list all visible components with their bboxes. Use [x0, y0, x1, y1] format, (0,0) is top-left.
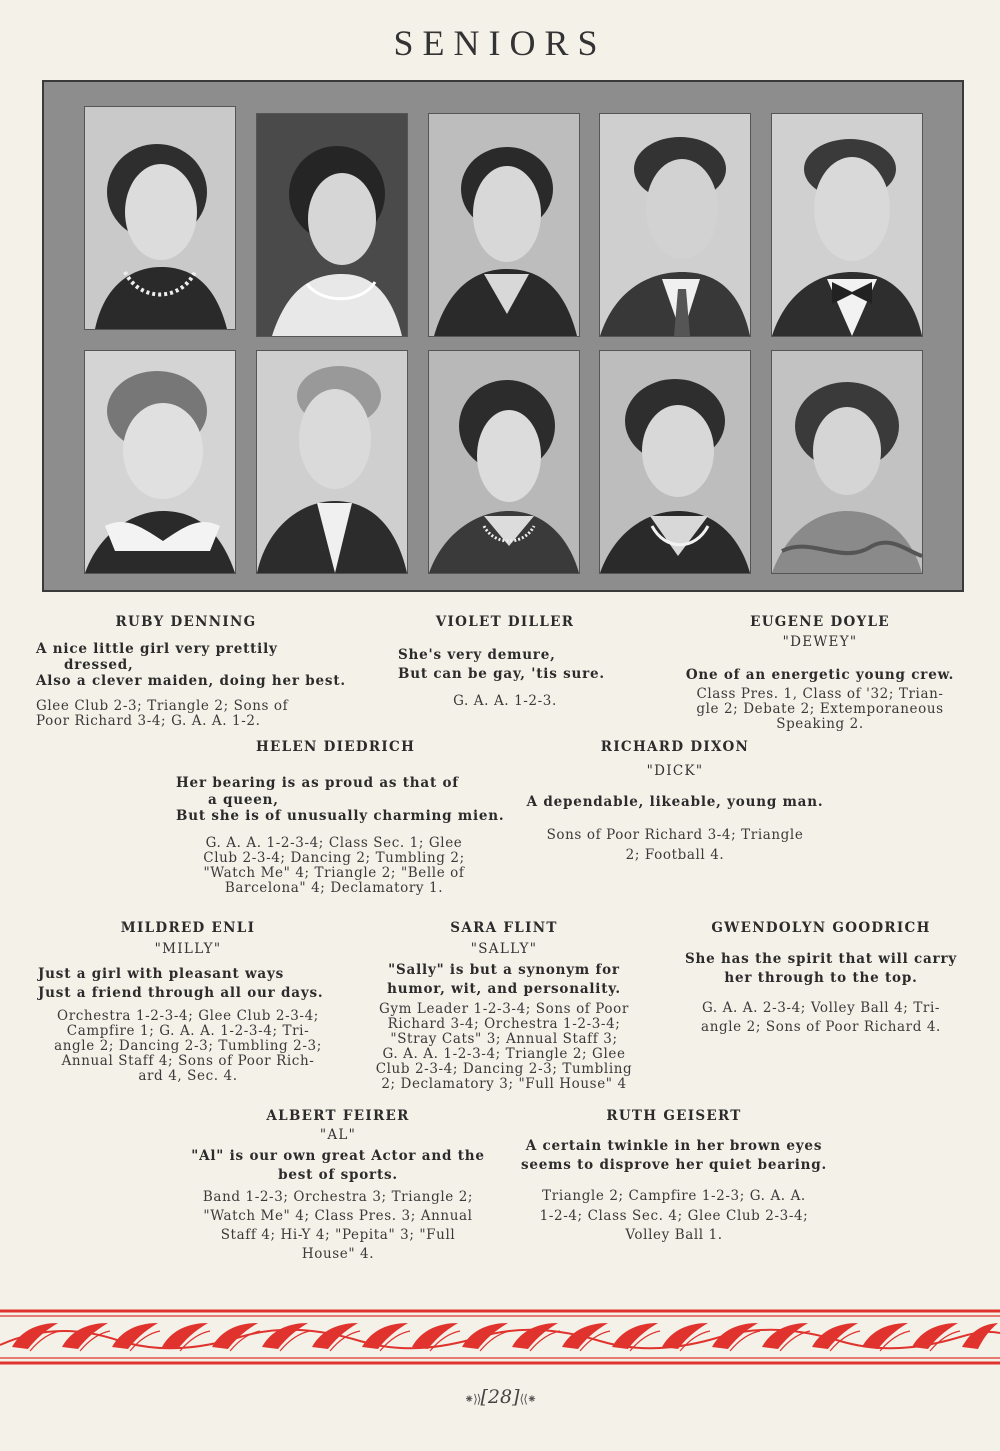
verse-line: "Sally" is but a synonym for: [388, 962, 620, 978]
senior-entry-helen-diedrich: [176, 739, 505, 896]
activities-line: gle 2; Debate 2; Extemporaneous: [696, 701, 944, 717]
senior-verse: [36, 640, 346, 691]
portrait-photo: [256, 350, 408, 574]
senior-nickname: "AL": [319, 1127, 357, 1143]
senior-name: GWENDOLYN GOODRICH: [711, 920, 931, 936]
senior-activities: [370, 694, 640, 709]
left-flourish-icon: ⁕⟩⟩: [464, 1392, 481, 1406]
verse-line: Her bearing is as proud as that of: [176, 775, 459, 791]
verse-line: A dependable, likeable, young man.: [526, 794, 824, 810]
activities-line: Class Pres. 1, Class of '32; Trian-: [696, 686, 944, 702]
verse-line: But she is of unusually charming mien.: [176, 808, 505, 824]
senior-activities: [515, 1187, 833, 1246]
senior-nickname: "SALLY": [470, 941, 538, 957]
senior-verse: [38, 965, 338, 1003]
activities-line: House" 4.: [301, 1246, 375, 1262]
senior-name: EUGENE DOYLE: [750, 614, 890, 630]
decorative-border-band: [0, 1305, 1000, 1369]
activities-line: Band 1-2-3; Orchestra 3; Triangle 2;: [202, 1189, 474, 1205]
activities-line: 1-2-4; Class Sec. 4; Glee Club 2-3-4;: [539, 1207, 809, 1224]
activities-line: Staff 4; Hi-Y 4; "Pepita" 3; "Full: [220, 1227, 456, 1243]
photo-panel: [42, 80, 964, 592]
portrait-photo: [428, 113, 580, 337]
senior-entry-ruby-denning: [36, 614, 346, 729]
portrait-photo: [256, 113, 408, 337]
senior-activities: [668, 999, 974, 1037]
activities-line: "Watch Me" 4; Class Pres. 3; Annual: [203, 1208, 473, 1224]
activities-line: Richard 3-4; Orchestra 1-2-3-4;: [387, 1016, 621, 1032]
verse-line: Also a clever maiden, doing her best.: [36, 673, 346, 689]
portrait-photo: [599, 350, 751, 574]
activities-line: G. A. A. 1-2-3-4; Triangle 2; Glee: [382, 1046, 626, 1062]
senior-name: ALBERT FEIRER: [266, 1108, 410, 1124]
verse-line: But can be gay, 'tis sure.: [398, 666, 605, 682]
activities-line: G. A. A. 2-3-4; Volley Ball 4; Tri-: [701, 1000, 941, 1016]
leaf-scroll-ornament-icon: [0, 1305, 1000, 1369]
senior-verse: [362, 961, 646, 999]
senior-entry-albert-feirer: [180, 1108, 496, 1264]
senior-nickname: "DICK": [646, 763, 704, 779]
activities-line: G. A. A. 1-2-3.: [453, 693, 557, 709]
verse-line: best of sports.: [278, 1167, 398, 1183]
portrait-photo: [428, 350, 580, 574]
activities-line: Sons of Poor Richard 3-4; Triangle: [546, 827, 804, 843]
activities-line: G. A. A. 1-2-3-4; Class Sec. 1; Glee: [205, 835, 463, 851]
senior-verse: [515, 793, 835, 812]
page-title: SENIORS: [393, 23, 607, 63]
activities-line: Poor Richard 3-4; G. A. A. 1-2.: [36, 713, 261, 729]
activities-line: Club 2-3-4; Dancing 2; Tumbling 2;: [203, 850, 465, 866]
portrait-photo: [771, 113, 923, 337]
senior-activities: [670, 687, 970, 732]
activities-line: Gym Leader 1-2-3-4; Sons of Poor: [379, 1001, 629, 1017]
senior-name: RUTH GEISERT: [606, 1108, 742, 1124]
senior-entry-richard-dixon: [515, 739, 835, 865]
senior-entry-mildred-enli: [38, 920, 338, 1084]
activities-line: angle 2; Sons of Poor Richard 4.: [701, 1019, 941, 1035]
verse-line: her through to the top.: [724, 970, 918, 986]
senior-entry-violet-diller: [370, 614, 640, 709]
right-flourish-icon: ⟨⟨⁕: [519, 1392, 536, 1406]
senior-verse: [670, 666, 970, 685]
verse-line: Just a friend through all our days.: [38, 985, 324, 1001]
activities-line: "Stray Cats" 3; Annual Staff 3;: [390, 1031, 618, 1047]
activities-line: Barcelona" 4; Declamatory 1.: [224, 880, 444, 896]
senior-name: VIOLET DILLER: [435, 614, 575, 630]
verse-line: Just a girl with pleasant ways: [38, 966, 285, 982]
portrait-photo: [771, 350, 923, 574]
activities-line: "Watch Me" 4; Triangle 2; "Belle of: [203, 865, 465, 881]
verse-line: humor, wit, and personality.: [387, 981, 621, 997]
verse-line: She has the spirit that will carry: [684, 951, 958, 967]
activities-line: 2; Declamatory 3; "Full House" 4: [381, 1076, 627, 1092]
senior-activities: [176, 836, 492, 896]
senior-entry-eugene-doyle: [670, 614, 970, 732]
activities-line: Annual Staff 4; Sons of Poor Rich-: [61, 1053, 315, 1069]
activities-line: Campfire 1; G. A. A. 1-2-3-4; Tri-: [66, 1023, 310, 1039]
activities-line: Club 2-3-4; Dancing 2-3; Tumbling: [375, 1061, 633, 1077]
senior-name: MILDRED ENLI: [120, 920, 256, 936]
activities-line: 2; Football 4.: [625, 847, 725, 863]
senior-activities: [180, 1188, 496, 1264]
verse-line: "Al" is our own great Actor and the: [191, 1148, 485, 1164]
senior-activities: [38, 1009, 338, 1084]
activities-line: Glee Club 2-3; Triangle 2; Sons of: [36, 698, 289, 714]
activities-line: ard 4, Sec. 4.: [138, 1068, 238, 1084]
page-number: ⁕⟩⟩[28]⟨⟨⁕: [464, 1386, 536, 1408]
senior-name: SARA FLINT: [450, 920, 558, 936]
senior-activities: [36, 699, 336, 729]
page-number-value: 28: [487, 1386, 513, 1408]
portrait-photo: [599, 113, 751, 337]
senior-entry-ruth-geisert: [515, 1108, 833, 1246]
senior-entry-gwendolyn-goodrich: [668, 920, 974, 1037]
activities-line: Speaking 2.: [776, 716, 864, 732]
activities-line: Triangle 2; Campfire 1-2-3; G. A. A.: [542, 1188, 806, 1204]
verse-line: a queen,: [208, 792, 279, 808]
senior-activities: [515, 825, 835, 865]
senior-verse: [515, 1137, 833, 1175]
senior-verse: [176, 774, 505, 826]
activities-line: Volley Ball 1.: [625, 1227, 723, 1243]
senior-nickname: "DEWEY": [782, 634, 858, 650]
senior-verse: [180, 1147, 496, 1185]
verse-line: seems to disprove her quiet bearing.: [520, 1157, 828, 1173]
senior-name: RICHARD DIXON: [600, 739, 750, 755]
senior-nickname: "MILLY": [154, 941, 222, 957]
activities-line: Orchestra 1-2-3-4; Glee Club 2-3-4;: [57, 1008, 319, 1024]
senior-entry-sara-flint: [362, 920, 646, 1092]
senior-verse: [398, 646, 640, 684]
senior-activities: [362, 1002, 646, 1092]
senior-verse: [668, 950, 974, 988]
verse-line: One of an energetic young crew.: [685, 667, 955, 683]
verse-line: A nice little girl very prettily: [36, 641, 278, 657]
portrait-photo: [84, 350, 236, 574]
senior-name: HELEN DIEDRICH: [256, 739, 416, 755]
activities-line: angle 2; Dancing 2-3; Tumbling 2-3;: [54, 1038, 322, 1054]
senior-name: RUBY DENNING: [115, 614, 257, 630]
verse-line: A certain twinkle in her brown eyes: [525, 1138, 823, 1154]
verse-line: dressed,: [64, 657, 134, 673]
portrait-photo: [84, 106, 236, 330]
verse-line: She's very demure,: [398, 647, 556, 663]
